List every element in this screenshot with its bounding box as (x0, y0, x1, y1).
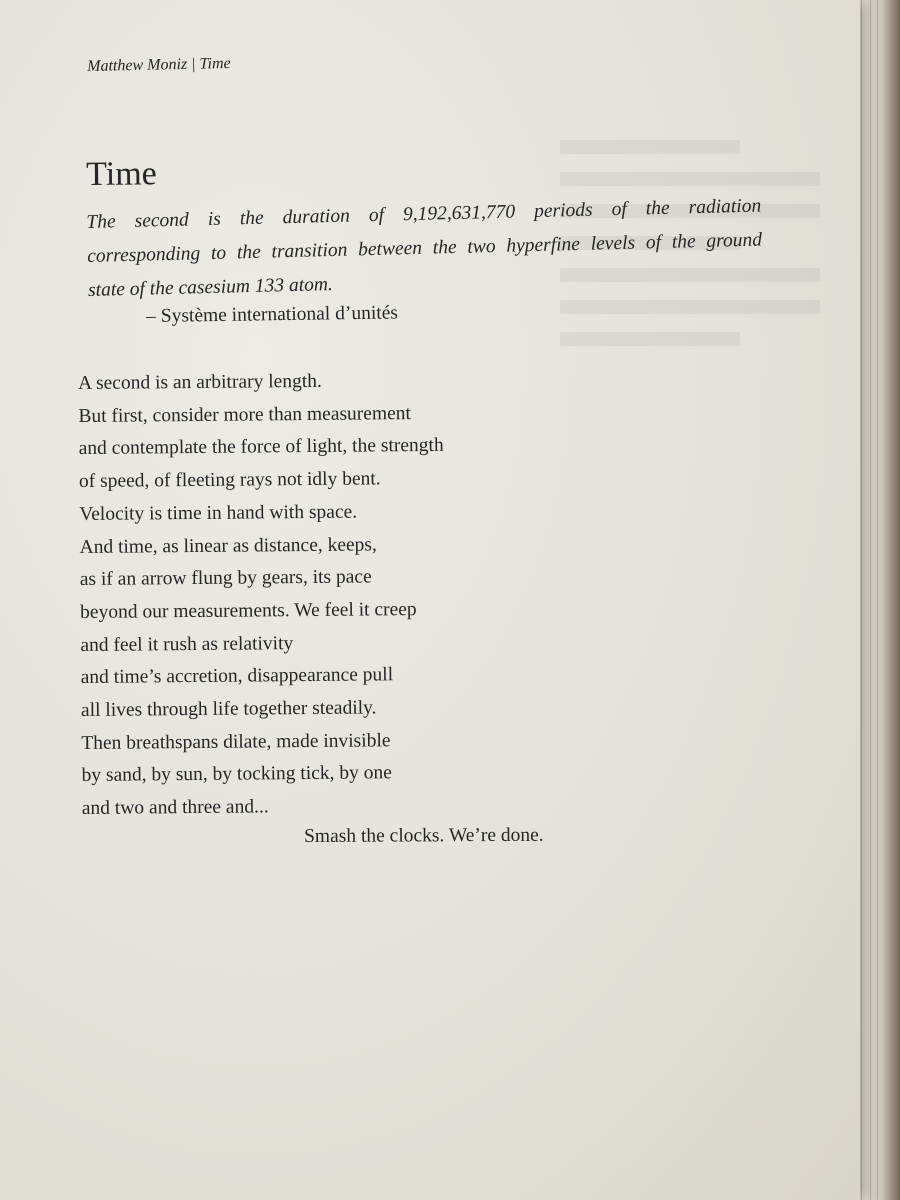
epigraph-line: state of the casesium 133 atom. (87, 273, 334, 301)
poem-line: and two and three and... (81, 796, 269, 820)
poem-line: Velocity is time in hand with space. (79, 501, 358, 525)
poem-closing-line: Smash the clocks. We’re done. (304, 824, 544, 847)
poem-line: of speed, of fleeting rays not idly bent. (78, 468, 381, 493)
poem-line: A second is an arbitrary length. (78, 370, 322, 394)
poem-line: all lives through life together steadily. (80, 697, 377, 722)
epigraph-line: The second is the duration of 9,192,631,770 periods of the radiation (86, 195, 762, 233)
poem-line: by sand, by sun, by tocking tick, by one (81, 762, 392, 787)
poem-line: as if an arrow flung by gears, its pace (79, 566, 372, 591)
poem-line: beyond our measurements. We feel it creep (80, 598, 417, 623)
epigraph-attribution: – Système international d’unités (146, 302, 399, 327)
epigraph (86, 190, 763, 308)
poem-line: Then breathspans dilate, made invisible (81, 730, 391, 754)
running-header: Matthew Moniz | Time (87, 54, 231, 75)
epigraph-line: corresponding to the transition between the two hyperfine levels of the ground (86, 229, 763, 267)
poem-title: Time (86, 155, 157, 193)
poem-line: and feel it rush as relativity (80, 632, 294, 656)
poem-line: and time’s accretion, disappearance pull (80, 664, 394, 689)
poem-line: and contemplate the force of light, the strength (78, 435, 444, 460)
poem-line: But first, consider more than measurement (78, 402, 411, 427)
poem-line: And time, as linear as distance, keeps, (79, 533, 377, 558)
poem-stanza (78, 363, 602, 825)
